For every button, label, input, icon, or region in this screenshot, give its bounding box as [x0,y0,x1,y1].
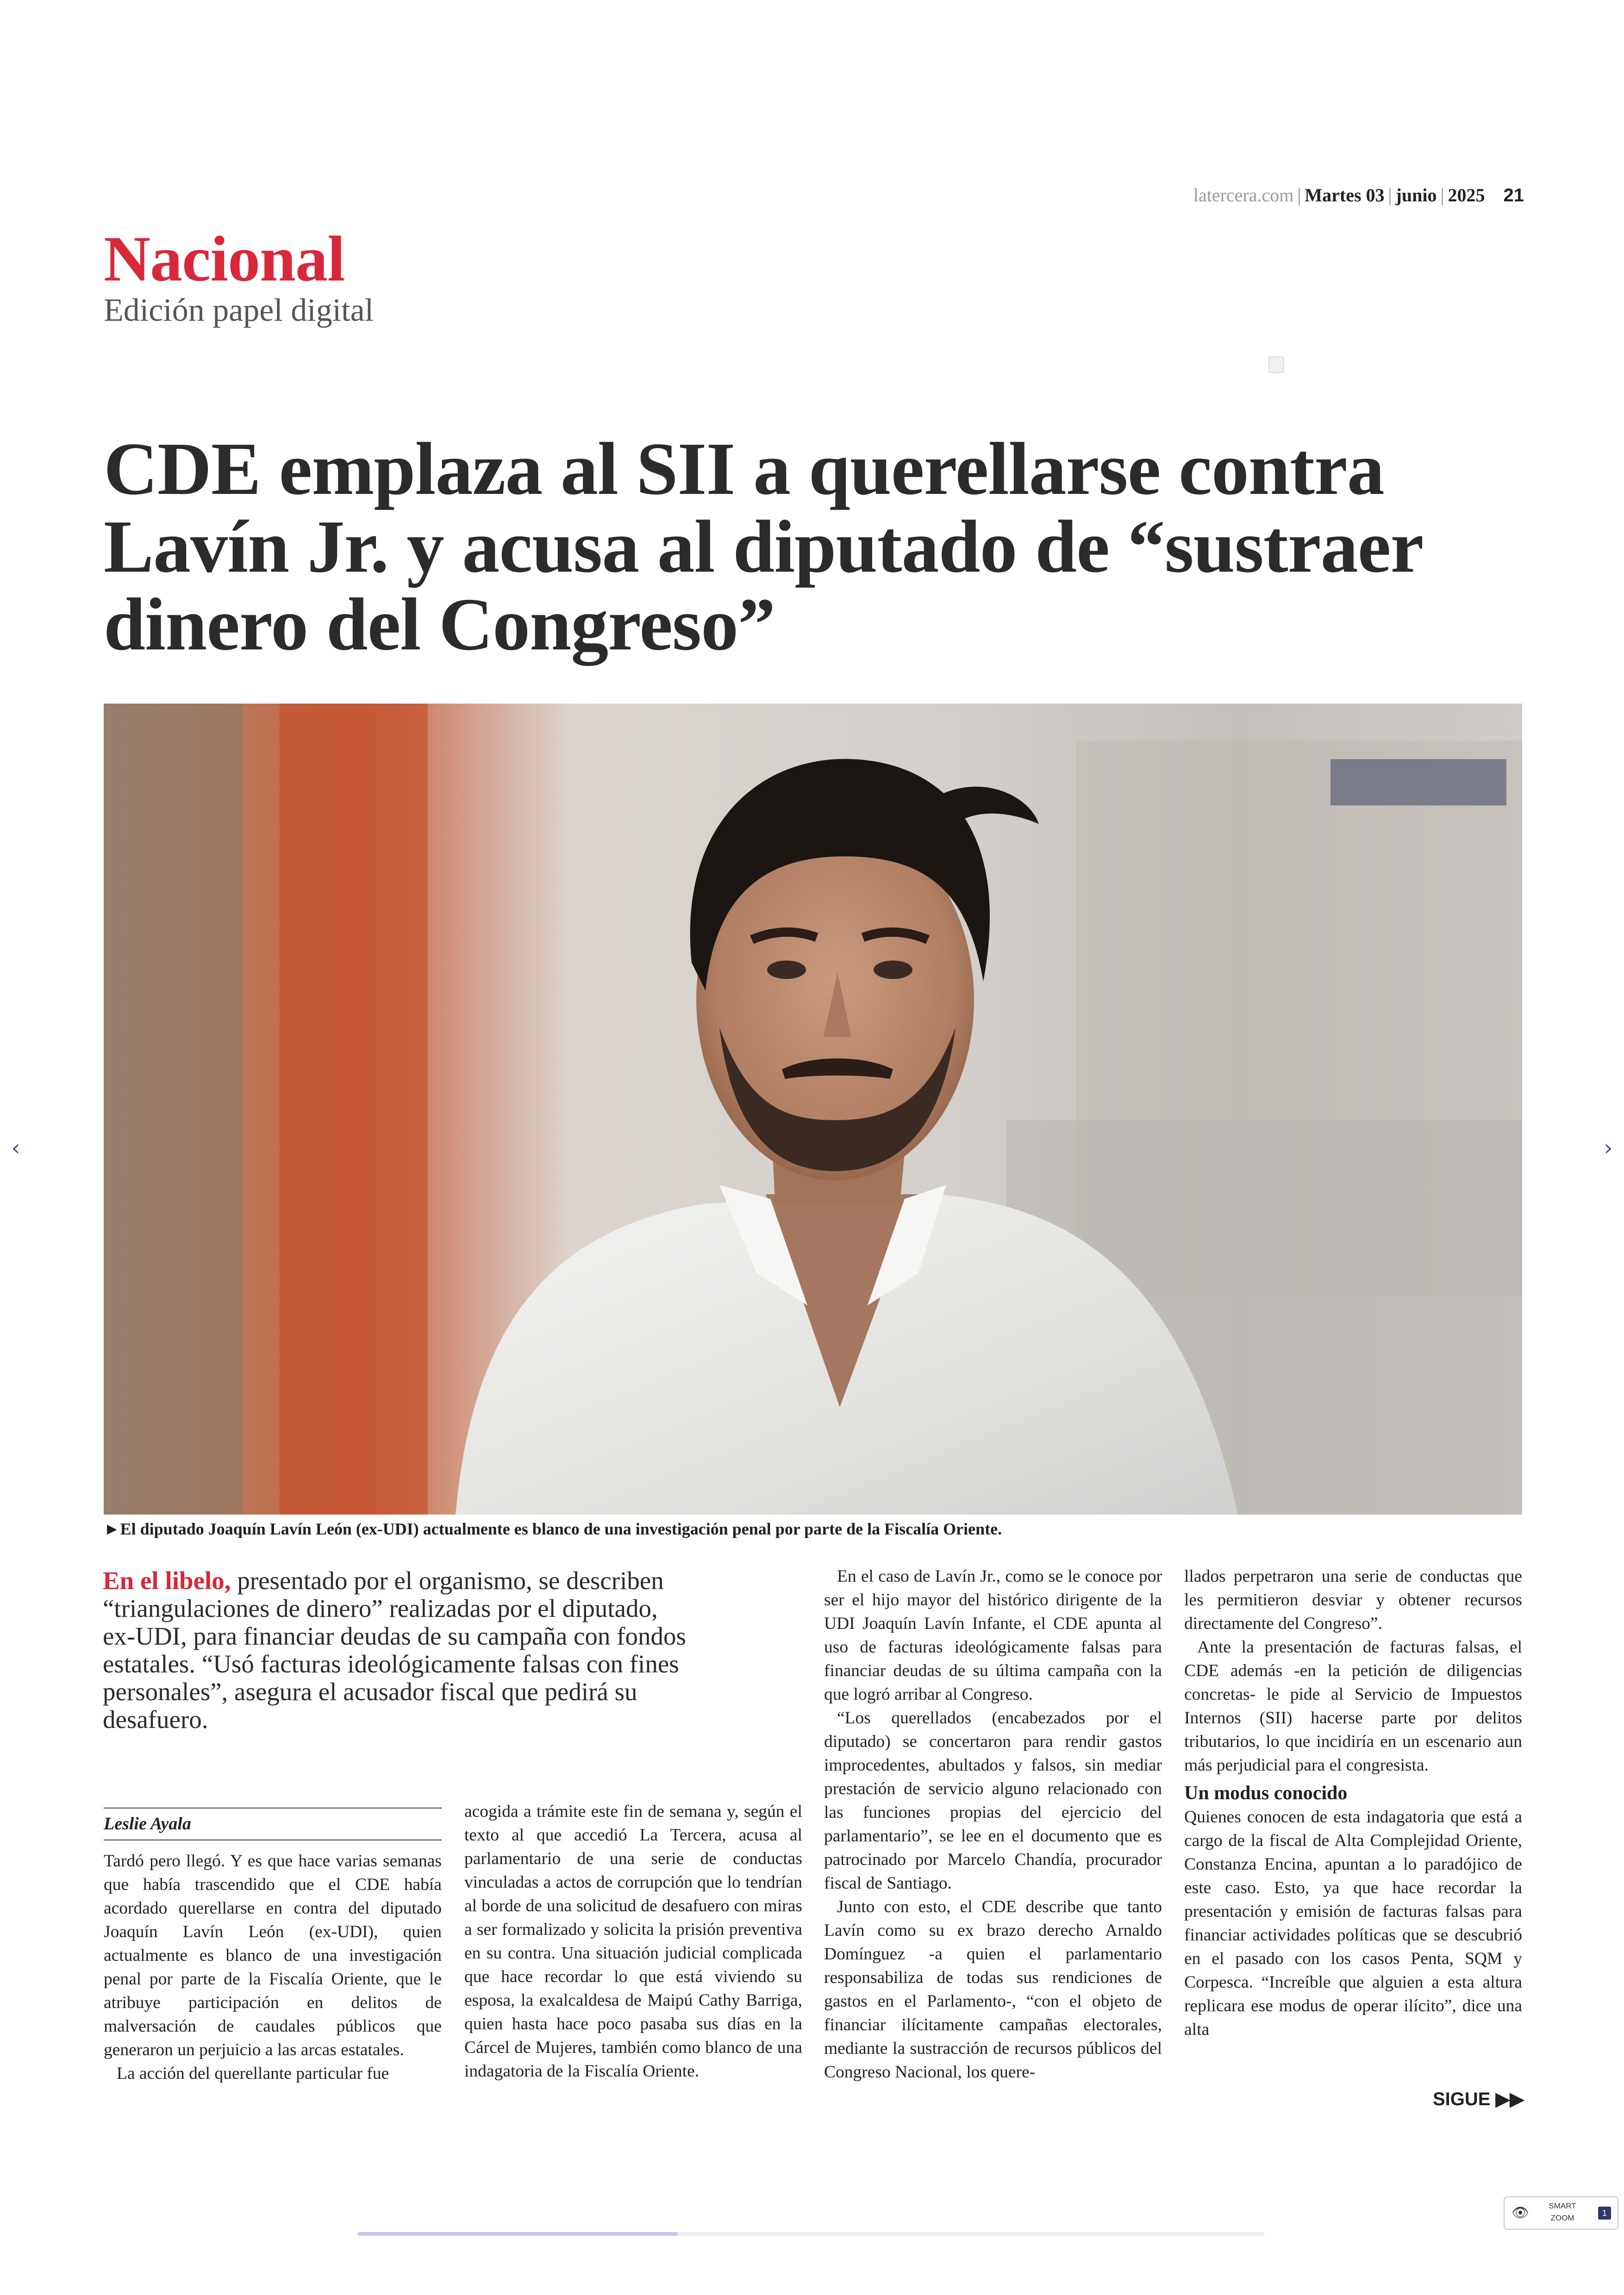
month: junio [1395,185,1437,206]
page-header: latercera.com | Martes 03 | junio | 2025 21 [1193,185,1524,206]
subheading: Un modus conocido [1184,1783,1348,1804]
column-4 [1184,1565,1522,2041]
site-name: latercera.com [1193,185,1294,206]
byline: Leslie Ayala [104,1814,191,1834]
chevron-right-icon[interactable]: › [1604,1135,1613,1161]
page-progress-fill [357,2232,678,2236]
column-1 [104,1849,442,2085]
continue-label[interactable]: SIGUE ▶▶ [1433,2089,1524,2109]
eye-icon: 👁 [1511,2205,1530,2221]
paragraph: Junto con esto, el CDE describe que tanto Lavín como su ex brazo derecho Arnaldo Domínguez -a quien el parlamentario responsabiliza de todas sus rendiciones de gastos en el Parlamento-, “con el objeto de financiar ilícitamente campañas electorales, mediante la sustracción de recursos públicos del Congreso Nacional, los quere- [824,1897,1162,2082]
photo-caption: ►El diputado Joaquín Lavín León (ex-UDI) actualmente es blanco de una investigación penal por parte de la Fiscalía Oriente. [104,1520,1002,1538]
year: 2025 [1448,185,1485,206]
paragraph: La acción del querellante particular fue [117,2064,389,2083]
section-title: Nacional [104,223,345,295]
paragraph: En el caso de Lavín Jr., como se le conoce por ser el hijo mayor del histórico dirigente de la UDI Joaquín Lavín Infante, el CDE apunta al uso de facturas ideológicamente falsas para financiar deudas de su última campaña con la que logró arribar al Congreso. [824,1567,1162,1704]
page-number: 21 [1503,185,1524,206]
lead-text: presentado por el organismo, se describen “triangulaciones de dinero” realizadas por el diputado, ex-UDI, para financiar deudas de su campaña con fondos estatales. “Usó facturas ideológicamente falsas con fines personales”, asegura el acusador fiscal que pedirá su desafuero. [103,1566,686,1734]
lead-highlight: En el libelo, [103,1566,231,1595]
section-subtitle: Edición papel digital [104,293,374,328]
weekday: Martes 03 [1305,185,1385,206]
zoom-label-line-1: SMART [1549,2201,1576,2210]
chevron-left-icon[interactable]: ‹ [11,1135,20,1161]
column-2 [464,1800,802,2083]
zoom-badge: 1 [1598,2207,1611,2220]
lead-paragraph [103,1567,686,1734]
article-photo [104,704,1522,1515]
paragraph: Ante la presentación de facturas falsas, el CDE además -en la petición de diligencias concretas- le pide al Servicio de Impuestos Internos (SII) hacerse parte por delitos tributarios, lo que incidiría en un escenario aun más perjudicial para el congresista. [1184,1638,1522,1775]
zoom-label [1542,2200,1583,2224]
paragraph: Quienes conocen de esta indagatoria que está a cargo de la fiscal de Alta Complejidad Oriente, Constanza Encina, apuntan a lo paradójico de este caso. Esto, ya que hace recordar la presentación y emisión de facturas falsas para financiar actividades políticas que se descubrió en el pasado con los casos Penta, SQM y Corpesca. “Increíble que alguien a esta altura replicara ese modus de operar ilícito”, dice una alta [1184,1808,1522,2039]
byline-rule-top [104,1808,442,1809]
paragraph: acogida a trámite este fin de semana y, según el texto al que accedió La Tercera, acusa al parlamentario de una serie de conductas vinculadas a actos de corrupción que lo tendrían al borde de una solicitud de desafuero con miras a ser formalizado y solicita la prisión preventiva en su contra. Una situación judicial complicada que hace recordar lo que está viviendo su esposa, la exalcaldesa de Maipú Cathy Barriga, quien hasta hace poco pasaba sus días en la Cárcel de Mujeres, también como blanco de una indagatoria de la Fiscalía Oriente. [464,1802,802,2081]
smart-zoom-button[interactable] [1504,2196,1618,2230]
paragraph: “Los querellados (encabezados por el diputado) se concertaron para rendir gastos improcedentes, abultados y falsos, sin mediar prestación de servicio alguno relacionado con las funciones propias del ejercicio del parlamentario”, se lee en el documento que es patrocinado por Marcelo Chandía, procurador fiscal de Santiago. [824,1709,1162,1893]
zoom-label-line-2: ZOOM [1550,2214,1574,2222]
paragraph: Tardó pero llegó. Y es que hace varias semanas que había trascendido que el CDE había acordado querellarse en contra del diputado Joaquín Lavín León (ex-UDI), quien actualmente es blanco de una investigación penal por parte de la Fiscalía Oriente, que le atribuye participación en delitos de malversación de caudales públicos que generaron un perjuicio a las arcas estatales. [104,1852,442,2059]
headline: CDE emplaza al SII a querellarse contra Lavín Jr. y acusa al diputado de “sustraer dinero del Congreso” [104,428,1422,666]
page-marker-icon[interactable] [1268,356,1284,373]
paragraph: llados perpetraron una serie de conductas que les permitieron desviar y obtener recursos directamente del Congreso”. [1184,1567,1522,1633]
portrait-illustration [104,704,1522,1515]
column-3 [824,1565,1162,2084]
